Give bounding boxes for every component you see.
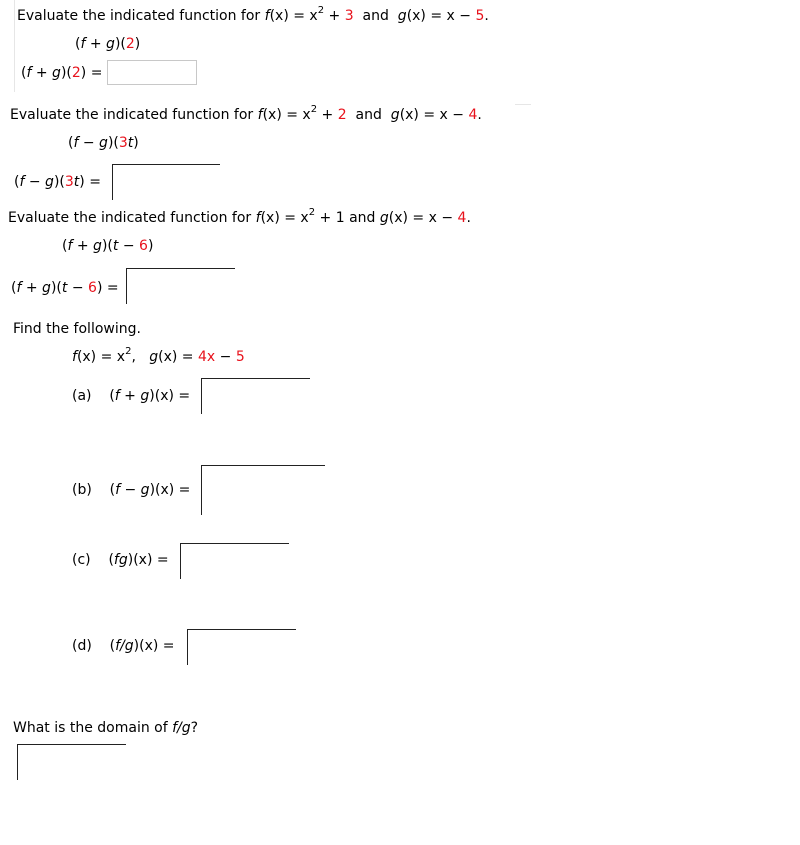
q4a-answer-input[interactable] (201, 378, 310, 414)
q3-expression: (f + g)(t − 6) (62, 238, 154, 254)
q3-prompt: Evaluate the indicated function for $f(x) = x^2 + 1$ and g(x) = x − 4. (8, 207, 471, 226)
q3-answer-label: (f + g)(t − 6) = (11, 280, 119, 296)
q4c-answer-input[interactable] (180, 543, 289, 579)
q1-answer-input[interactable] (107, 60, 197, 85)
q4d-label: (d) (f/g)(x) = (72, 638, 175, 654)
q4d-answer-input[interactable] (187, 629, 296, 665)
q2-answer-label: (f − g)(3t) = (14, 174, 101, 190)
divider (515, 104, 531, 105)
section-border (14, 0, 15, 92)
q4-definitions: $f(x) = x^2$, g(x) = 4x − 5 (72, 346, 245, 365)
q2-answer-input[interactable] (112, 164, 220, 200)
domain-question: What is the domain of f/g? (13, 720, 199, 736)
q4a-label: (a) (f + g)(x) = (72, 388, 191, 404)
q4-prompt: Find the following. (13, 321, 141, 337)
q1-answer-label: (f + g)(2) = (21, 65, 103, 81)
q3-answer-input[interactable] (126, 268, 235, 304)
q1-prompt: Evaluate the indicated function for $f(x) = x^2 + 3$ and g(x) = x − 5. (17, 5, 489, 24)
q1-expression: (f + g)(2) (75, 36, 141, 52)
q2-expression: (f − g)(3t) (68, 135, 139, 151)
q4c-label: (c) (fg)(x) = (72, 552, 169, 568)
q4b-answer-input[interactable] (201, 465, 325, 515)
q4b-label: (b) (f − g)(x) = (72, 482, 191, 498)
q2-prompt: Evaluate the indicated function for $f(x) = x^2 + 2$ and g(x) = x − 4. (10, 104, 482, 123)
domain-answer-input[interactable] (17, 744, 126, 780)
